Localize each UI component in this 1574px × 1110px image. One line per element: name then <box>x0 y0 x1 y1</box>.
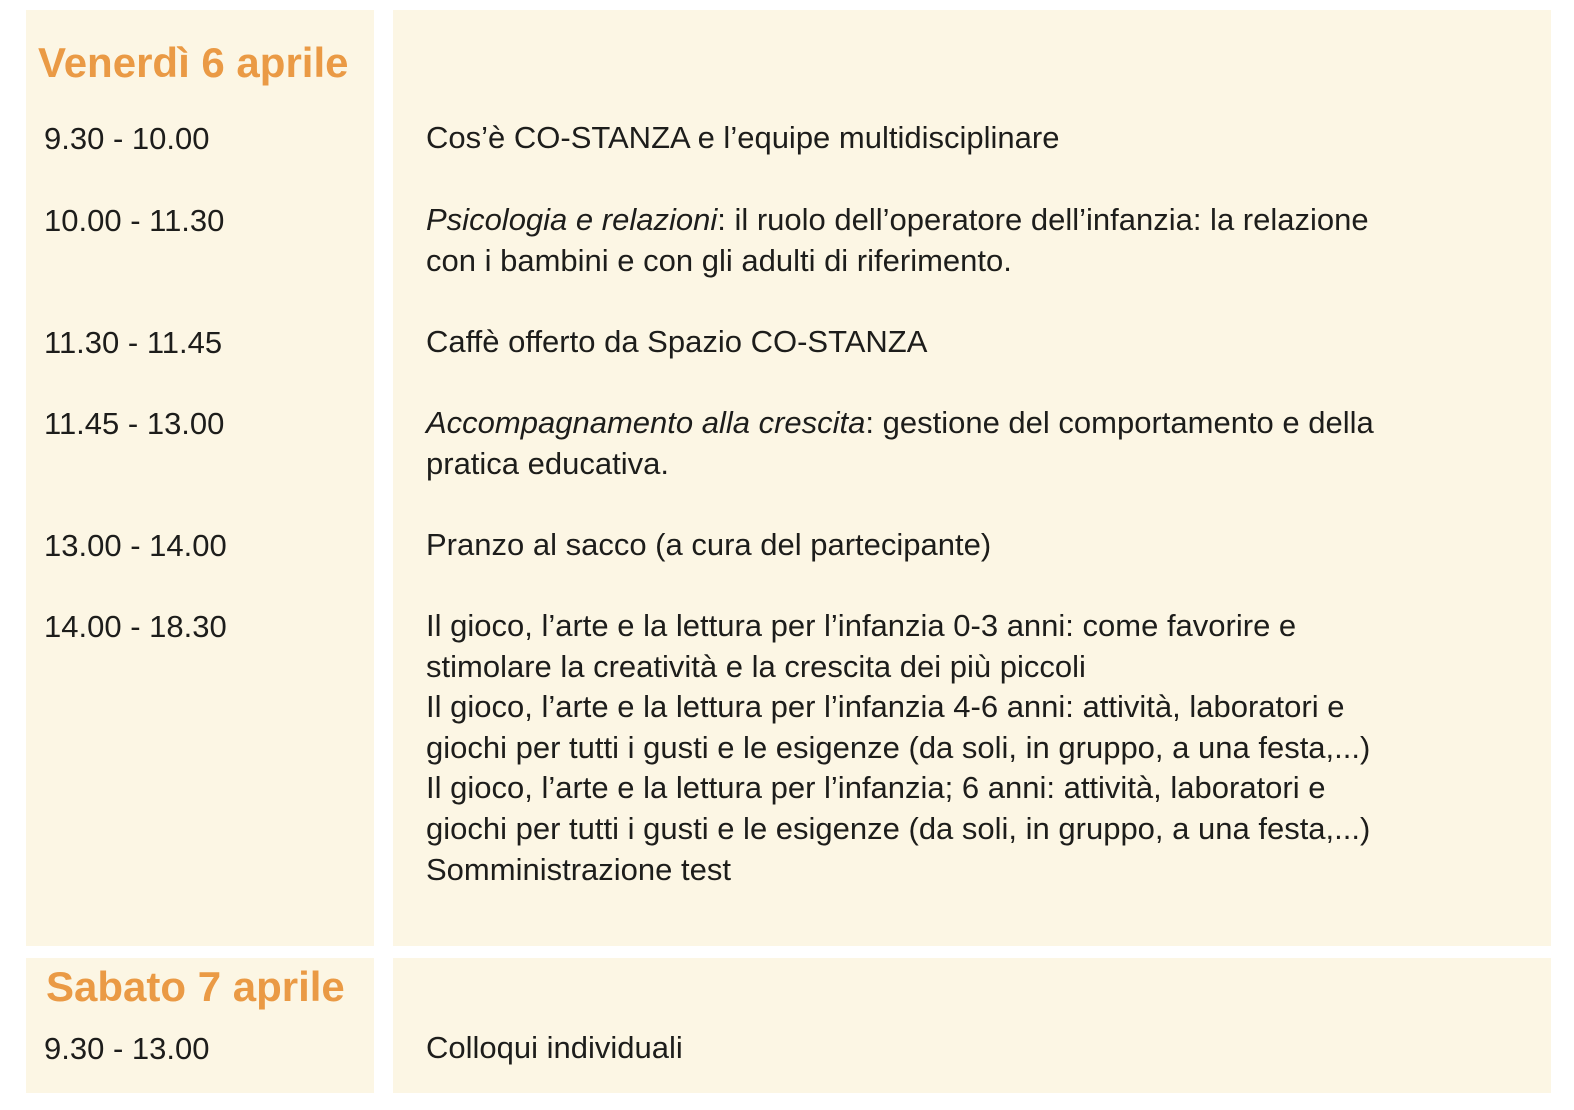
session-text: Il gioco, l’arte e la lettura per l’infanzia; 6 anni: attività, laboratori e <box>426 770 1326 806</box>
session-time: 9.30 - 13.00 <box>44 1031 210 1066</box>
day1-title: Venerdì 6 aprile <box>38 39 349 86</box>
session-description <box>426 200 1531 281</box>
session-text: Cos’è CO-STANZA e l’equipe multidisciplinare <box>426 120 1060 155</box>
session-text: giochi per tutti i gusti e le esigenze (da soli, in gruppo, a una festa,...) <box>426 810 1371 846</box>
day2-description-column <box>393 958 1551 1093</box>
session-text: Il gioco, l’arte e la lettura per l’infanzia 4-6 anni: attività, laboratori e <box>426 689 1345 725</box>
session-text: giochi per tutti i gusti e le esigenze (da soli, in gruppo, a una festa,...) <box>426 729 1371 765</box>
session-description <box>426 403 1531 484</box>
session-text: : gestione del comportamento e della <box>865 405 1374 440</box>
session-text: Il gioco, l’arte e la lettura per l’infanzia 0-3 anni: come favorire e <box>426 608 1297 643</box>
session-time: 11.45 - 13.00 <box>44 406 225 441</box>
session-text: con i bambini e con gli adulti di riferimento. <box>426 242 1012 278</box>
session-description <box>426 1028 1531 1069</box>
session-topic: Accompagnamento alla crescita <box>426 405 866 440</box>
session-text: Pranzo al sacco (a cura del partecipante) <box>426 527 992 562</box>
session-time: 9.30 - 10.00 <box>44 121 210 156</box>
session-description <box>426 606 1531 890</box>
session-description <box>426 118 1531 159</box>
session-description <box>426 322 1531 363</box>
session-text: Somministrazione test <box>426 851 731 887</box>
session-text: stimolare la creatività e la crescita dei più piccoli <box>426 648 1086 684</box>
session-time: 11.30 - 11.45 <box>44 325 223 360</box>
session-time: 13.00 - 14.00 <box>44 528 227 563</box>
day2-title: Sabato 7 aprile <box>46 963 345 1010</box>
session-time: 10.00 - 11.30 <box>44 203 225 238</box>
session-time: 14.00 - 18.30 <box>44 609 227 644</box>
session-text: : il ruolo dell’operatore dell’infanzia: la relazione <box>717 202 1369 237</box>
session-topic: Psicologia e relazioni <box>426 202 718 237</box>
session-text: Caffè offerto da Spazio CO-STANZA <box>426 324 928 359</box>
session-description <box>426 525 1531 566</box>
session-text: pratica educativa. <box>426 445 669 481</box>
session-text: Colloqui individuali <box>426 1030 683 1065</box>
